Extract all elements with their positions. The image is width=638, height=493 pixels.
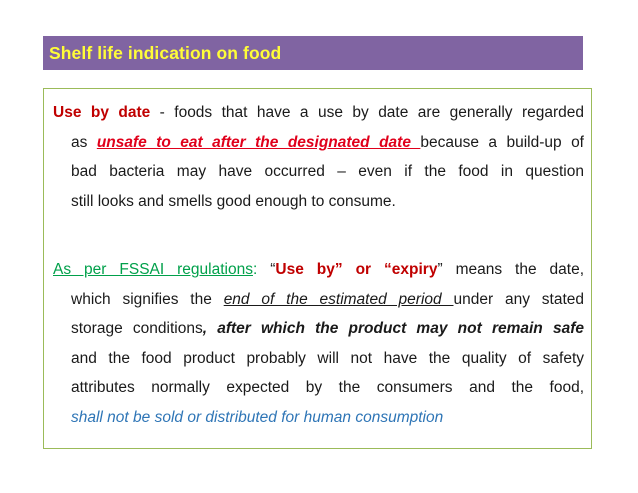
para1-line-2 <box>53 128 584 158</box>
term-use-by-date: Use by date <box>53 104 151 121</box>
slide-title: Shelf life indication on food <box>49 42 282 63</box>
para2-line-6: shall not be sold or distributed for human consumption <box>71 408 444 426</box>
para1-line-1 <box>53 98 584 128</box>
content-box <box>43 88 592 449</box>
para2-line-3-pre: storage conditions <box>71 320 203 337</box>
unsafe-phrase: unsafe to eat after the designated date <box>96 133 421 151</box>
para2-line-1-rest: ” means the date, <box>437 261 585 278</box>
para2-line-3 <box>53 314 584 344</box>
paragraph-use-by-date <box>53 98 584 216</box>
slide-title-bar <box>43 36 583 70</box>
para1-line-3: bad bacteria may have occurred – even if the food in question <box>71 163 584 180</box>
fssai-colon: : <box>252 261 258 278</box>
para2-line-2 <box>53 285 584 315</box>
para1-line-1-text: - foods that have a use by date are generally regarded <box>150 104 584 121</box>
para2-line-1 <box>53 255 584 285</box>
para2-line-2-pre: which signifies the <box>71 290 224 308</box>
fssai-reference: As per FSSAI regulations <box>53 261 253 278</box>
para2-line-2-rest: under any stated <box>453 290 585 308</box>
estimated-period-phrase: end of the estimated period <box>223 290 454 308</box>
para1-line-2-rest: because a build-up of <box>420 133 584 151</box>
term-use-by-expiry: Use by” or “expiry <box>275 261 438 278</box>
para2-line-4: and the food product probably will not have the quality of safety <box>71 349 584 367</box>
paragraph-fssai <box>53 255 584 432</box>
not-safe-phrase: , after which the product may not remain safe <box>202 320 584 337</box>
para2-line-5: attributes normally expected by the consumers and the food, <box>71 379 584 396</box>
para1-line-2-pre: as <box>71 133 97 151</box>
para1-line-4: still looks and smells good enough to consume. <box>71 192 396 210</box>
quote-open: “ <box>257 261 276 278</box>
